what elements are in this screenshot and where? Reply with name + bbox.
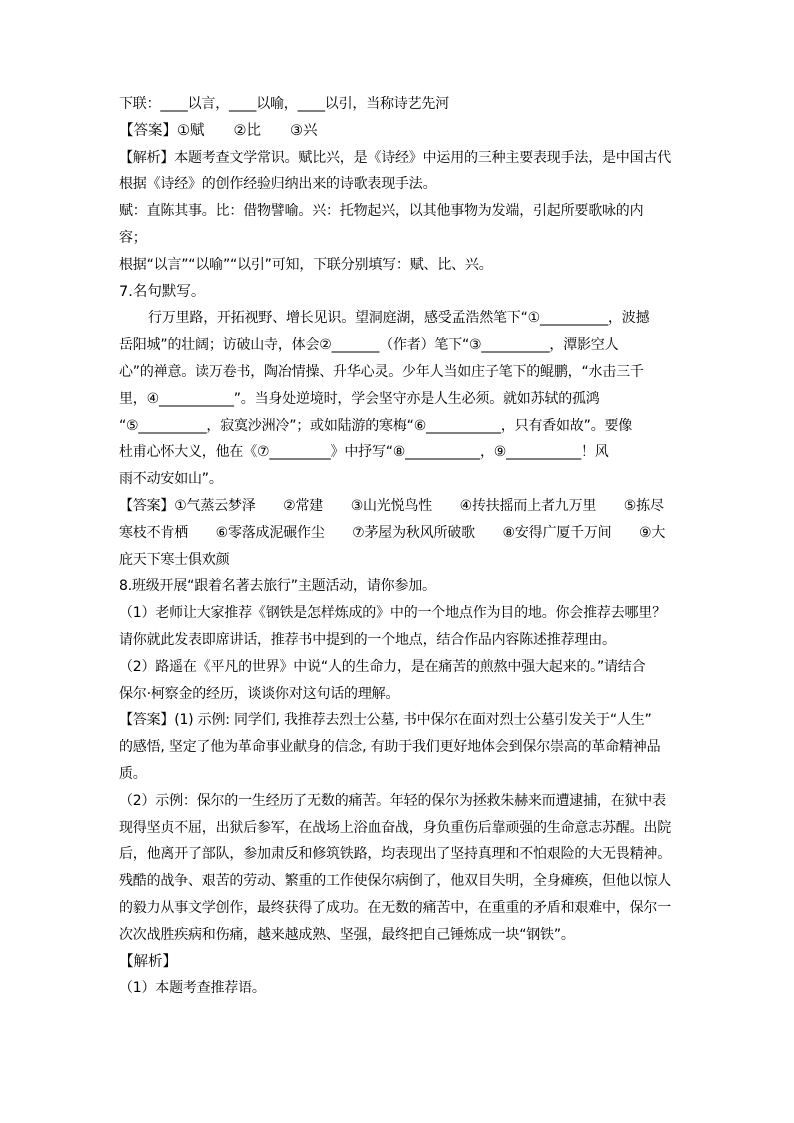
text-line: 的毅力从事文学创作，最终获得了成功。在无数的痛苦中，在重重的矛盾和艰难中，保尔一 — [119, 899, 671, 916]
text-line: （2）路遥在《平凡的世界》中说“人的生命力，是在痛苦的煎熬中强大起来的。”请结合 — [119, 658, 646, 675]
question-heading-8: 8.班级开展“跟着名著去旅行”主题活动，请你参加。 — [119, 578, 436, 595]
text-line: 寒枝不肯栖 ⑥零落成泥碾作尘 ⑦茅屋为秋风所破歌 ⑧安得广厦千万间 ⑨大 — [119, 524, 666, 541]
text-line: 杜甫心怀大义，他在《⑦_________》中抒写“⑧___________，⑨___________！风 — [119, 444, 609, 461]
text-line: 岳阳城”的壮阔；访破山寺，体会②_______（作者）笔下“③__________，潭影空人 — [119, 337, 619, 354]
text-line: 容； — [119, 229, 147, 246]
text-line: 里，④___________”。当身处逆境时，学会坚守亦是人生必须。就如苏轼的孤鸿 — [119, 390, 600, 407]
text-line: 后，他离开了部队，参加肃反和修筑铁路，均表现出了坚持真理和不怕艰险的大无畏精神。 — [119, 846, 671, 863]
analysis-line — [119, 949, 679, 976]
text-line: 赋：直陈其事。比：借物譬喻。兴：托物起兴，以其他事物为发端，引起所要歌咏的内 — [119, 203, 644, 220]
text-line: 请你就此发表即席讲话，推荐书中提到的一个地点，结合作品内容陈述推荐理由。 — [119, 631, 616, 648]
text-line: （1）老师让大家推荐《钢铁是怎样炼成的》中的一个地点作为目的地。你会推荐去哪里？ — [119, 605, 666, 622]
text-line: 质。 — [119, 765, 147, 782]
text-line: （2）示例：保尔的一生经历了无数的痛苦。年轻的保尔为拯救朱赫来而遭逮捕，在狱中表 — [119, 792, 666, 809]
answer-line — [119, 493, 679, 520]
answer-text: (1) 示例: 同学们, 我推荐去烈士公墓, 书中保尔在面对烈士公墓引发关于“人生” — [174, 712, 652, 729]
analysis-text: 本题考查文学常识。赋比兴，是《诗经》中运用的三种主要表现手法，是中国古代 — [174, 149, 672, 166]
text-line: 保尔·柯察金的经历，谈谈你对这句话的理解。 — [119, 685, 400, 702]
answer-line — [119, 707, 679, 734]
text-line: 庇天下寒士俱欢颜 — [119, 551, 230, 568]
analysis-label: 【解析】 — [119, 953, 177, 970]
answer-label: 【答案】 — [119, 122, 177, 139]
answer-label: 【答案】 — [119, 712, 175, 729]
question-heading-7: 7.名句默写。 — [119, 283, 206, 300]
analysis-label: 【解析】 — [119, 149, 175, 166]
analysis-line — [119, 145, 679, 172]
text-line: 现得坚贞不屈，出狱后参军，在战场上浴血奋战，身负重伤后靠顽强的生命意志苏醒。出院 — [119, 819, 671, 836]
answer-text: ①气蒸云梦泽 ②常建 ③山光悦鸟性 ④抟扶摇而上者九万里 ⑤拣尽 — [174, 497, 664, 514]
text-line: 残酷的战争、艰苦的劳动、繁重的工作使保尔病倒了，他双目失明，全身瘫痪，但他以惊人 — [119, 873, 671, 890]
text-line: 心”的禅意。读万卷书，陶冶情操、升华心灵。少年人当如庄子笔下的鲲鹏，“水击三千 — [119, 363, 644, 380]
answer-line — [119, 118, 679, 145]
text-line: （1）本题考查推荐语。 — [119, 980, 266, 997]
text-line: 雨不动安如山”。 — [119, 471, 223, 488]
text-line: “⑤__________，寂寞沙洲冷”；或如陆游的寒梅“⑥___________，只有香如故”。要像 — [119, 417, 633, 434]
couplet-second-line: 下联：____以言，____以喻，____以引，当称诗艺先河 — [119, 96, 449, 112]
answer-text: ①赋 ②比 ③兴 — [177, 122, 318, 139]
text-line: 根据《诗经》的创作经验归纳出来的诗歌表现手法。 — [119, 176, 437, 193]
document-page — [119, 91, 679, 1002]
answer-label: 【答案】 — [119, 497, 175, 514]
text-line: 行万里路，开拓视野、增长见识。望洞庭湖，感受孟浩然笔下“①__________，波撼 — [148, 310, 650, 327]
text-line: 次次战胜疾病和伤痛，越来越成熟、坚强，最终把自己锤炼成一块“钢铁”。 — [119, 926, 575, 943]
text-line: 根据“以言”“以喻”“以引”可知，下联分别填写：赋、比、兴。 — [119, 256, 493, 273]
text-line: 的感悟, 坚定了他为革命事业献身的信念, 有助于我们更好地体会到保尔崇高的革命精神品 — [119, 739, 661, 756]
